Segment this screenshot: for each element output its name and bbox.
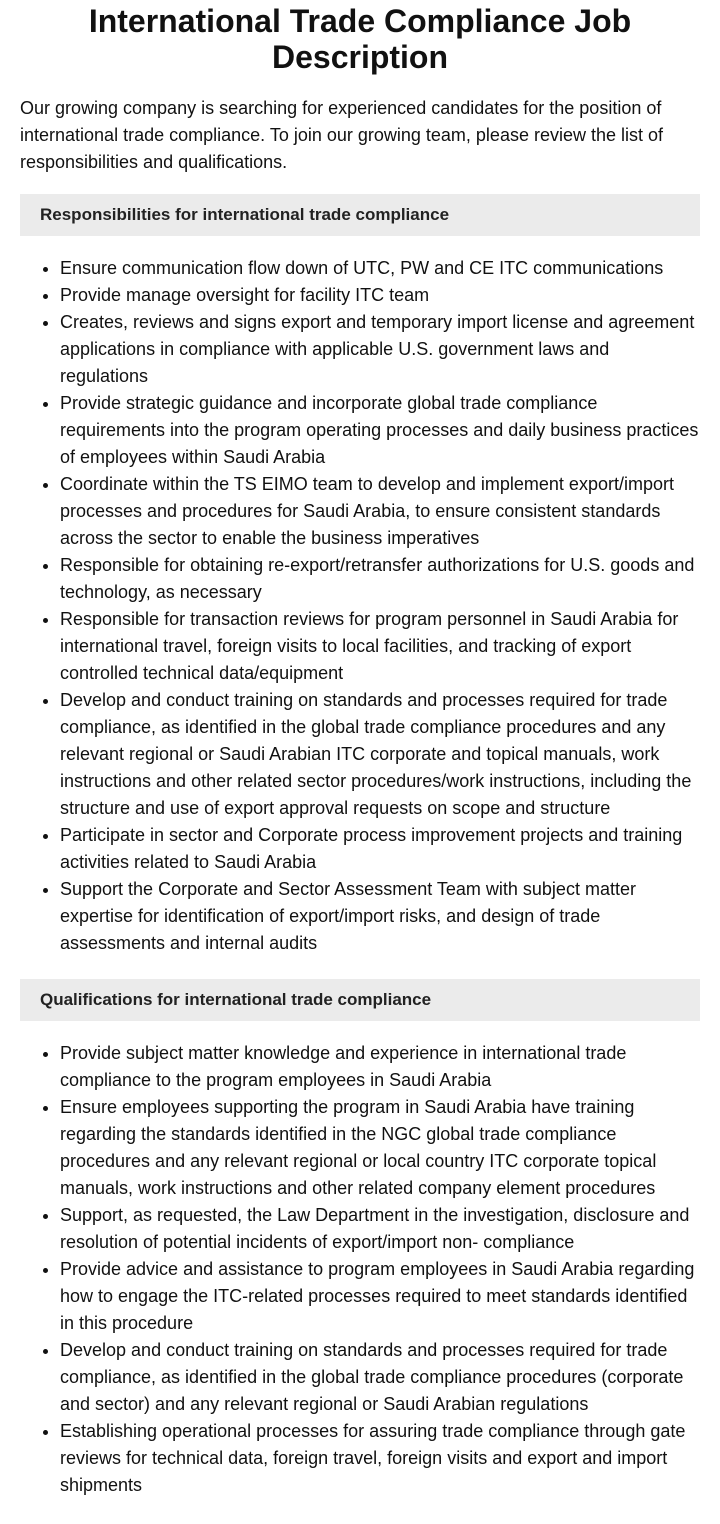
page-title: International Trade Compliance Job Description xyxy=(88,3,632,75)
list-item: • Ensure communication flow down of UTC, PW and CE ITC communications xyxy=(60,255,700,282)
intro-paragraph: Our growing company is searching for experienced candidates for the position of international trade compliance. To join our growing team, please review the list of responsibilities and qualifications. xyxy=(20,98,664,172)
list-item: • Provide manage oversight for facility ITC team xyxy=(60,282,700,309)
list-item: • Responsible for obtaining re-export/retransfer authorizations for U.S. goods and technology, as necessary xyxy=(60,552,700,606)
list-item: • Creates, reviews and signs export and temporary import license and agreement applications in compliance with applicable U.S. government laws and regulations xyxy=(60,309,700,390)
list-item: • Establishing operational processes for assuring trade compliance through gate reviews for technical data, foreign travel, foreign visits and export and import shipments xyxy=(60,1418,700,1499)
responsibilities-list xyxy=(20,255,700,957)
list-item: • Provide subject matter knowledge and experience in international trade compliance to the program employees in Saudi Arabia xyxy=(60,1040,700,1094)
list-item: • Participate in sector and Corporate process improvement projects and training activities related to Saudi Arabia xyxy=(60,822,700,876)
list-item: • Coordinate within the TS EIMO team to develop and implement export/import processes and procedures for Saudi Arabia, to ensure consistent standards across the sector to enable the business imperatives xyxy=(60,471,700,552)
list-item: • Provide advice and assistance to program employees in Saudi Arabia regarding how to engage the ITC-related processes required to meet standards identified in this procedure xyxy=(60,1256,700,1337)
list-item: • Support the Corporate and Sector Assessment Team with subject matter expertise for identification of export/import risks, and design of trade assessments and internal audits xyxy=(60,876,700,957)
list-item: • Develop and conduct training on standards and processes required for trade compliance, as identified in the global trade compliance procedures (corporate and sector) and any relevant regional or Saudi Arabian regulations xyxy=(60,1337,700,1418)
list-item: • Ensure employees supporting the program in Saudi Arabia have training regarding the standards identified in the NGC global trade compliance procedures and any relevant regional or local country ITC corporate topical manuals, work instructions and other related company element procedures xyxy=(60,1094,700,1202)
qualifications-heading: Qualifications for international trade compliance xyxy=(20,979,700,1021)
list-item: • Develop and conduct training on standards and processes required for trade compliance, as identified in the global trade compliance procedures and any relevant regional or Saudi Arabian ITC corporate and topical manuals, work instructions and other related sector procedures/work instructions, including the structure and use of export approval requests on scope and structure xyxy=(60,687,700,822)
list-item: • Provide strategic guidance and incorporate global trade compliance requirements into the program operating processes and daily business practices of employees within Saudi Arabia xyxy=(60,390,700,471)
responsibilities-heading: Responsibilities for international trade compliance xyxy=(20,194,700,236)
list-item: • Support, as requested, the Law Department in the investigation, disclosure and resolution of potential incidents of export/import non- compliance xyxy=(60,1202,700,1256)
list-item: • Responsible for transaction reviews for program personnel in Saudi Arabia for international travel, foreign visits to local facilities, and tracking of export controlled technical data/equipment xyxy=(60,606,700,687)
qualifications-list xyxy=(20,1040,700,1499)
